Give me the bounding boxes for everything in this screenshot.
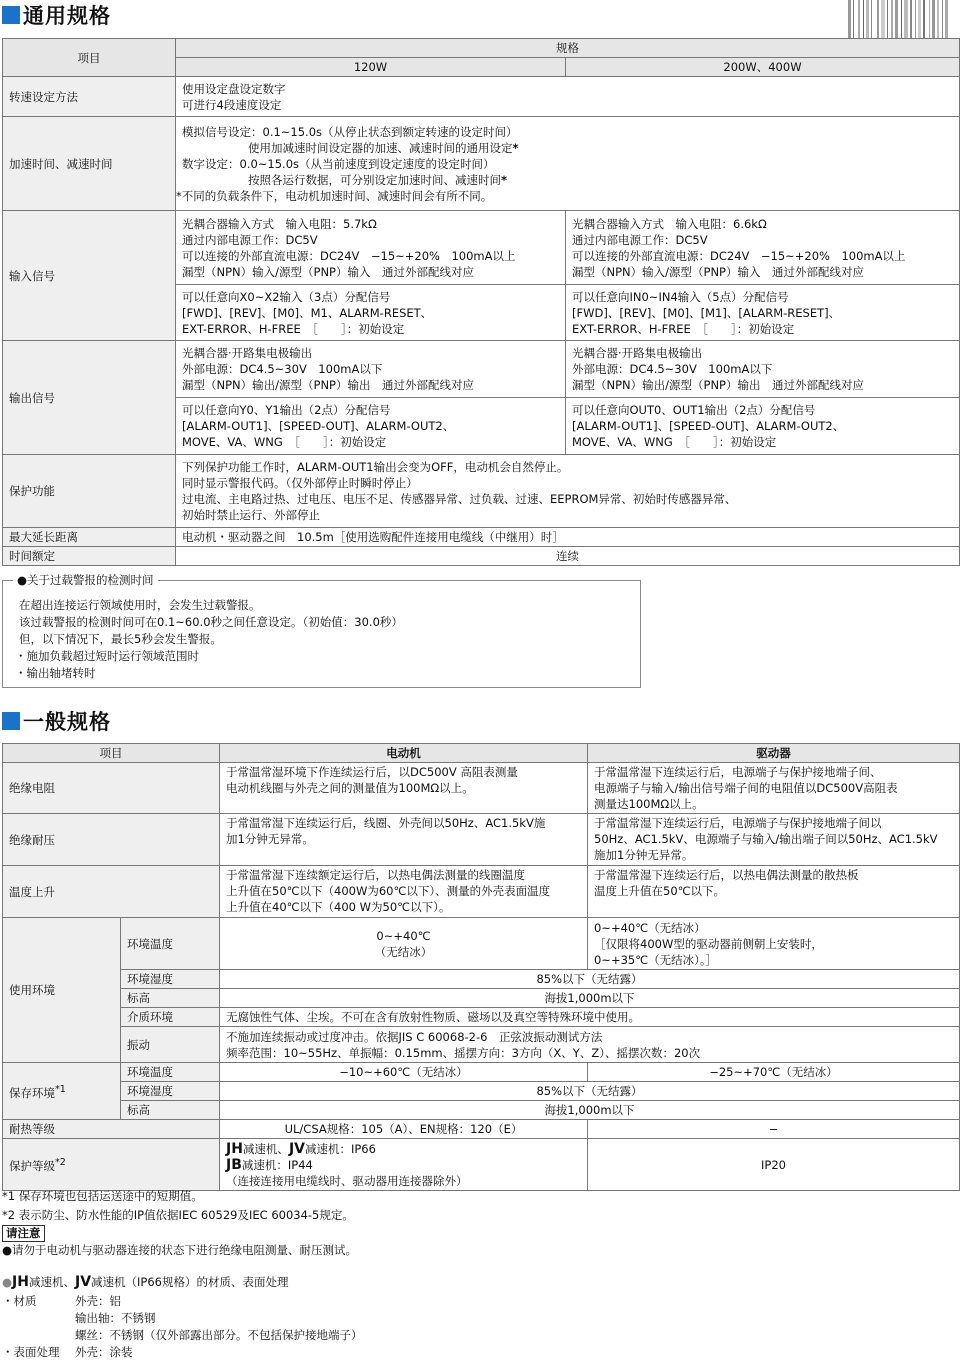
cell-value-120w [176,398,566,455]
row-label: 输入信号 [3,211,176,341]
text-line: 可以连接的外部直流电源：DC24V −15~+20% 100mA以上 [182,248,516,263]
row-input-signal-a [3,211,960,285]
cell-motor [220,763,588,814]
text-line [226,1141,581,1157]
text-line: [ALARM-OUT1]、[SPEED-OUT]、ALARM-OUT2、 [182,419,455,433]
cell-value-200w [566,285,960,341]
text-line: 上升值在50℃以下（400W为60℃以下）、测量的外壳表面温度 [226,884,551,898]
sub-label: 标高 [121,1101,220,1120]
material-shaft: 输出轴：不锈钢 [75,1311,156,1325]
sub-label: 环境温度 [121,918,220,970]
overload-note-box [2,573,641,688]
text-line: 初始时禁止运行、外部停止 [182,508,320,522]
text-line: 漏型（NPN）输出/源型（PNP）输出 通过外部配线对应 [182,378,474,392]
text-line: 外部电源：DC4.5~30V 100mA以下 [182,362,383,376]
row-env-humidity [3,970,960,989]
text-line: 于常温常湿下连续运行后，电源端子与保护接地端子间、 [594,765,882,779]
cell-value-120w [176,285,566,341]
cell-value: 85%以下（无结露） [220,1082,960,1101]
text: 减速机、 [242,1141,289,1156]
row-heat-class [3,1120,960,1139]
section-title-text: 一般规格 [23,710,111,734]
header-120w: 120W [176,58,566,77]
sub-label: 环境湿度 [121,1082,220,1101]
text-line: 漏型（NPN）输入/源型（PNP）输入 通过外部配线对应 [182,264,474,279]
row-protection [3,455,960,528]
text: 按照各运行数据，可分别设定加速时间、减速时间 [248,172,501,187]
text-line: 于常温常湿下连续运行后，电源端子与保护接地端子间以 [594,816,882,830]
material-case: 外壳：铝 [75,1294,121,1308]
footnote-marker: *1 [55,1083,66,1095]
cell-driver: −25~+70℃（无结冰） [588,1063,960,1082]
text-line: 不施加连续振动或过度冲击。依据JIS C 60068-2-6 正弦波振动测试方法 [226,1029,603,1044]
row-label: 输出信号 [3,341,176,455]
section-title-common [2,708,111,734]
cell-motor: UL/CSA规格：105（A）、EN规格：120（E） [220,1120,588,1139]
text-line: 在超出连接运行领域使用时，会发生过载警报。 [19,598,261,612]
header-driver: 驱动器 [588,744,960,763]
label-text: 保存环境 [9,1085,55,1100]
section-title-text: 通用规格 [23,4,111,28]
text: 减速机：IP66 [304,1141,376,1156]
text-line: 漏型（NPN）输出/源型（PNP）输出 通过外部配线对应 [572,378,864,392]
row-env-temp [3,918,960,970]
row-label: 保护功能 [3,455,176,528]
row-max-extension [3,528,960,547]
text-line: （连接连接用电缆线时、驱动器用连接器除外） [226,1173,468,1188]
text-line: 于常温常湿下连续额定运行后，以热电偶法测量的线圈温度 [226,868,525,882]
text-line: [ALARM-OUT1]、[SPEED-OUT]、ALARM-OUT2、 [572,419,845,433]
material-heading [2,1274,289,1291]
cell-value-200w [566,341,960,398]
header-spec: 规格 [176,39,960,58]
cell-value [176,117,960,211]
row-time-rating [3,547,960,566]
text-line: 上升值在40℃以下（400 W为50℃以下）。 [226,900,451,914]
sub-label: 振动 [121,1027,220,1063]
cell-value-120w [176,341,566,398]
section-marker-icon [2,6,20,24]
sub-label: 介质环境 [121,1008,220,1027]
general-spec-table [2,38,960,566]
row-env-atmosphere [3,1008,960,1027]
text: 减速机：IP44 [241,1157,313,1172]
text-line: 加1分钟无异常。 [226,832,314,846]
text-line: 光耦合器输入方式 输入电阻：6.6kΩ [572,216,767,231]
row-label: 绝缘电阻 [3,763,220,814]
gear-code: JV [288,1140,305,1157]
row-label: 使用环境 [3,918,121,1063]
header-200w-400w: 200W、400W [566,58,960,77]
footnote-text: *不同的负载条件下，电动机加速时间、减速时间会有所不同。 [176,188,493,203]
text-line: 通过内部电源工作：DC5V [572,232,708,247]
text-line: 可以任意向IN0~IN4输入（5点）分配信号 [572,289,789,304]
warning-text: ●请勿于电动机与驱动器连接的状态下进行绝缘电阻测量、耐压测试。 [2,1243,358,1257]
header-item: 项目 [3,39,176,77]
text-line: 50Hz、AC1.5kV、电源端子与输入/输出端子间以50Hz、AC1.5kV [594,832,938,846]
cell-driver [588,866,960,918]
row-accel-decel [3,117,960,211]
warning-label: 请注意 [2,1225,45,1242]
sub-label: 环境湿度 [121,970,220,989]
text-line: [FWD]、[REV]、[M0]、[M1]、[ALARM-RESET]、 [572,305,841,320]
text-line: 光耦合器·开路集电极输出 [572,346,703,360]
text-line: ・施加负载超过短时运行领域范围时 [15,649,199,663]
text: 减速机（IP66规格）的材质、表面处理 [91,1275,289,1289]
text-line: 光耦合器输入方式 输入电阻：5.7kΩ [182,216,377,231]
footnote-1: *1 保存环境也包括运送途中的短期值。 [2,1189,203,1203]
gear-code: JB [226,1156,242,1173]
header-motor: 电动机 [220,744,588,763]
cell-motor [220,866,588,918]
text-line: （无结冰） [374,944,433,959]
section-title-general [2,2,111,28]
row-env-vibration [3,1027,960,1063]
section-marker-icon [2,712,20,730]
row-output-signal-a [3,341,960,398]
cell-value-120w [176,211,566,285]
text-line: 可以任意向OUT0、OUT1输出（2点）分配信号 [572,403,816,417]
text-line: 使用设定盘设定数字 [182,81,286,96]
text-line: EXT-ERROR、H-FREE ［ ］：初始设定 [572,321,795,336]
footnote-2: *2 表示防尘、防水性能的IP值依据IEC 60529及IEC 60034-5规定。 [2,1208,354,1222]
row-store-altitude [3,1101,960,1120]
header-item: 项目 [3,744,220,763]
cell-value: 无腐蚀性气体、尘埃。不可在含有放射性物质、磁场以及真空等特殊环境中使用。 [220,1008,960,1027]
row-label: 最大延长距离 [3,528,176,547]
surface-label: ・表面处理 [2,1345,60,1359]
text-line: MOVE、VA、WNG ［ ］：初始设定 [572,435,777,449]
text-line: 电源端子与输入/输出信号端子间的电阻值以DC500V高阻表 [594,781,898,795]
asterisk-icon: * [512,140,519,155]
cell-value: 海拔1,000m以下 [220,989,960,1008]
sub-label: 环境温度 [121,1063,220,1082]
text-line: EXT-ERROR、H-FREE ［ ］：初始设定 [182,321,405,336]
text: 减速机、 [28,1275,75,1289]
text-line: 施加1分钟无异常。 [594,848,694,862]
text-line: 0~+40℃（无结冰） [594,920,706,935]
cell-value-200w [566,398,960,455]
text-line [182,172,953,188]
cell-value [220,1027,960,1063]
text-line: 0~+35℃（无结冰）。］ [594,952,718,967]
note-body [15,597,403,682]
text-line: 电动机线圈与外壳之间的测量值为100MΩ以上。 [226,781,474,795]
material-label: ・材质 [2,1294,37,1308]
cell-value: 电动机・驱动器之间 10.5m［使用选购配件连接用电缆线（中继用）时］ [176,528,960,547]
gear-code: JH [226,1140,243,1157]
text-line: 于常温常湿环境下作连续运行后，以DC500V 高阻表测量 [226,765,518,779]
row-dielectric [3,814,960,866]
row-protection-class [3,1139,960,1191]
text-line: 模拟信号设定：0.1~15.0s（从停止状态到额定转速的设定时间） [182,124,518,139]
cell-motor: −10~+60℃（无结冰） [220,1063,588,1082]
text-line: 通过内部电源工作：DC5V [182,232,318,247]
text-line: 外部电源：DC4.5~30V 100mA以下 [572,362,773,376]
footnote-marker: *2 [55,1157,66,1169]
text-line: 可以任意向X0~X2输入（3点）分配信号 [182,289,391,304]
row-insulation-resistance [3,763,960,814]
common-spec-table [2,743,960,1191]
text-line: [FWD]、[REV]、[M0]、M1、ALARM-RESET、 [182,305,433,320]
gear-code: JV [74,1274,92,1290]
text-line: 频率范围：10~55Hz、单振幅：0.15mm、摇摆方向：3方向（X、Y、Z）、摇摆次数：20次 [226,1045,701,1060]
text-line: 于常温常湿下连续运行后，以热电偶法测量的散热板 [594,868,859,882]
label-text: 保护等级 [9,1158,55,1173]
text-line: 光耦合器·开路集电极输出 [182,346,313,360]
text-line: 下列保护功能工作时，ALARM-OUT1输出会变为OFF，电动机会自然停止。 [182,460,569,474]
note-heading: ●关于过载警报的检测时间 [13,572,158,588]
text-line: 测量达100MΩ以上。 [594,797,704,811]
row-label: 转速设定方法 [3,77,176,117]
cell-motor [220,1139,588,1191]
gear-code: JH [12,1274,29,1290]
text-line: 可以连接的外部直流电源：DC24V −15~+20% 100mA以上 [572,248,906,263]
row-store-humidity [3,1082,960,1101]
text-line: 但，以下情况下，最长5秒会发生警报。 [19,632,222,646]
text-line: ・输出轴堵转时 [15,666,96,680]
cell-driver [588,814,960,866]
cell-value: 连续 [176,547,960,566]
text-line [182,140,953,156]
text-line: 温度上升值在50℃以下。 [594,884,726,898]
cell-driver: − [588,1120,960,1139]
cell-value [176,77,960,117]
cell-value: 海拔1,000m以下 [220,1101,960,1120]
warning-label-wrap [2,1225,45,1242]
asterisk-icon: * [501,172,508,187]
text-line: 于常温常湿下连续运行后，线圈、外壳间以50Hz、AC1.5kV施 [226,816,546,830]
text-line: MOVE、VA、WNG ［ ］：初始设定 [182,435,387,449]
text-line: 漏型（NPN）输入/源型（PNP）输入 通过外部配线对应 [572,264,864,279]
cell-motor [220,918,588,970]
row-label: 时间额定 [3,547,176,566]
text-line [226,1157,581,1173]
row-label [3,1139,220,1191]
text-line: 可进行4段速度设定 [182,97,282,112]
surface-case: 外壳：涂装 [75,1345,133,1359]
text-line: 可以任意向Y0、Y1输出（2点）分配信号 [182,403,391,417]
material-screw: 螺丝：不锈钢（仅外部露出部分。不包括保护接地端子） [75,1328,363,1342]
cell-driver: IP20 [588,1139,960,1191]
text-line: ［仅限将400W型的驱动器前侧朝上安装时， [594,936,823,951]
row-temp-rise [3,866,960,918]
text: 使用加减速时间设定器的加速、减速时间的通用设定 [248,140,513,155]
row-env-altitude [3,989,960,1008]
row-speed-setting [3,77,960,117]
row-store-temp [3,1063,960,1082]
cell-value [176,455,960,528]
text-line: 过电流、主电路过热、过电压、电压不足、传感器异常、过负载、过速、EEPROM异常、初始时传感器异常、 [182,492,737,506]
row-label [3,1063,121,1120]
row-label: 温度上升 [3,866,220,918]
sub-label: 标高 [121,989,220,1008]
cell-motor [220,814,588,866]
row-label: 耐热等级 [3,1120,220,1139]
cell-value: 85%以下（无结露） [220,970,960,989]
text-line: 同时显示警报代码。（仅外部停止时瞬时停止） [182,476,418,490]
cell-driver [588,918,960,970]
row-label: 加速时间、减速时间 [3,117,176,211]
cell-driver [588,763,960,814]
row-label: 绝缘耐压 [3,814,220,866]
text-line: 0~+40℃ [376,928,431,943]
bullet-icon: ● [2,1275,13,1289]
cell-value-200w [566,211,960,285]
text-line: 该过载警报的检测时间可在0.1~60.0秒之间任意设定。（初始值：30.0秒） [19,615,403,629]
text-line: 数字设定：0.0~15.0s（从当前速度到设定速度的设定时间） [182,156,495,171]
barcode-icon [848,0,958,42]
